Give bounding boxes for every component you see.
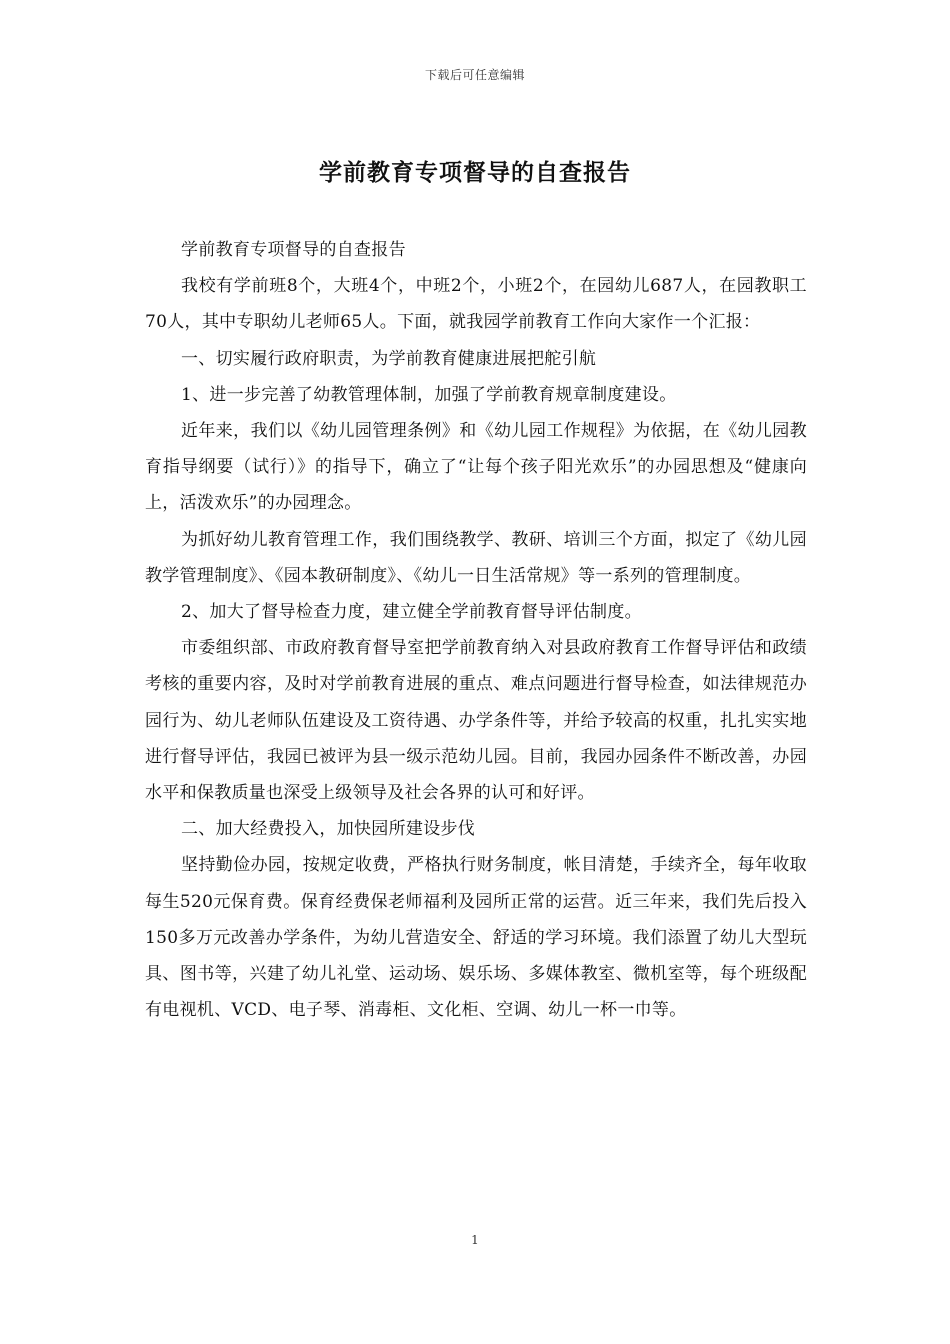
paragraph-intro: 我校有学前班8个，大班4个，中班2个，小班2个，在园幼儿687人，在园教职工70人，其中专职幼儿老师65人。下面，就我园学前教育工作向大家作一个汇报： <box>145 276 807 333</box>
subsection-heading-1-2: 2、加大了督导检查力度，建立健全学前教育督导评估制度。 <box>181 602 642 623</box>
document-title: 学前教育专项督导的自查报告 <box>319 159 631 186</box>
section-heading-2: 二、加大经费投入，加快园所建设步伐 <box>181 819 476 840</box>
paragraph-philosophy: 近年来，我们以《幼儿园管理条例》和《幼儿园工作规程》为依据，在《幼儿园教育指导纲要（试行）》的指导下，确立了“让每个孩子阳光欢乐”的办园思想及“健康向上，活泼欢乐”的办园理念。 <box>145 421 807 514</box>
paragraph-funding: 坚持勤俭办园，按规定收费，严格执行财务制度，帐目清楚，手续齐全，每年收取每生520元保育费。保育经费保老师福利及园所正常的运营。近三年来，我们先后投入150多万元改善办学条件，为幼儿营造安全、舒适的学习环境。我们添置了幼儿大型玩具、图书等，兴建了幼儿礼堂、运动场、娱乐场、多媒体教室、微机室等，每个班级配有电视机、VCD、电子琴、消毒柜、文化柜、空调、幼儿一杯一巾等。 <box>145 855 807 1021</box>
paragraph-supervision: 市委组织部、市政府教育督导室把学前教育纳入对县政府教育工作督导评估和政绩考核的重要内容，及时对学前教育进展的重点、难点问题进行督导检查，如法律规范办园行为、幼儿老师队伍建设及工资待遇、办学条件等，并给予较高的权重，扎扎实实地进行督导评估，我园已被评为县一级示范幼儿园。目前，我园办园条件不断改善，办园水平和保教质量也深受上级领导及社会各界的认可和好评。 <box>145 638 807 804</box>
paragraph-subtitle: 学前教育专项督导的自查报告 <box>181 240 406 260</box>
header-note: 下载后可任意编辑 <box>424 68 525 82</box>
section-heading-1: 一、切实履行政府职责，为学前教育健康进展把舵引航 <box>181 348 597 369</box>
document-body <box>145 232 807 1028</box>
page-number: 1 <box>471 1233 479 1247</box>
subsection-heading-1-1: 1、进一步完善了幼教管理体制，加强了学前教育规章制度建设。 <box>181 384 677 405</box>
paragraph-management: 为抓好幼儿教育管理工作，我们围绕教学、教研、培训三个方面，拟定了《幼儿园教学管理制度》、《园本教研制度》、《幼儿一日生活常规》等一系列的管理制度。 <box>145 529 807 586</box>
